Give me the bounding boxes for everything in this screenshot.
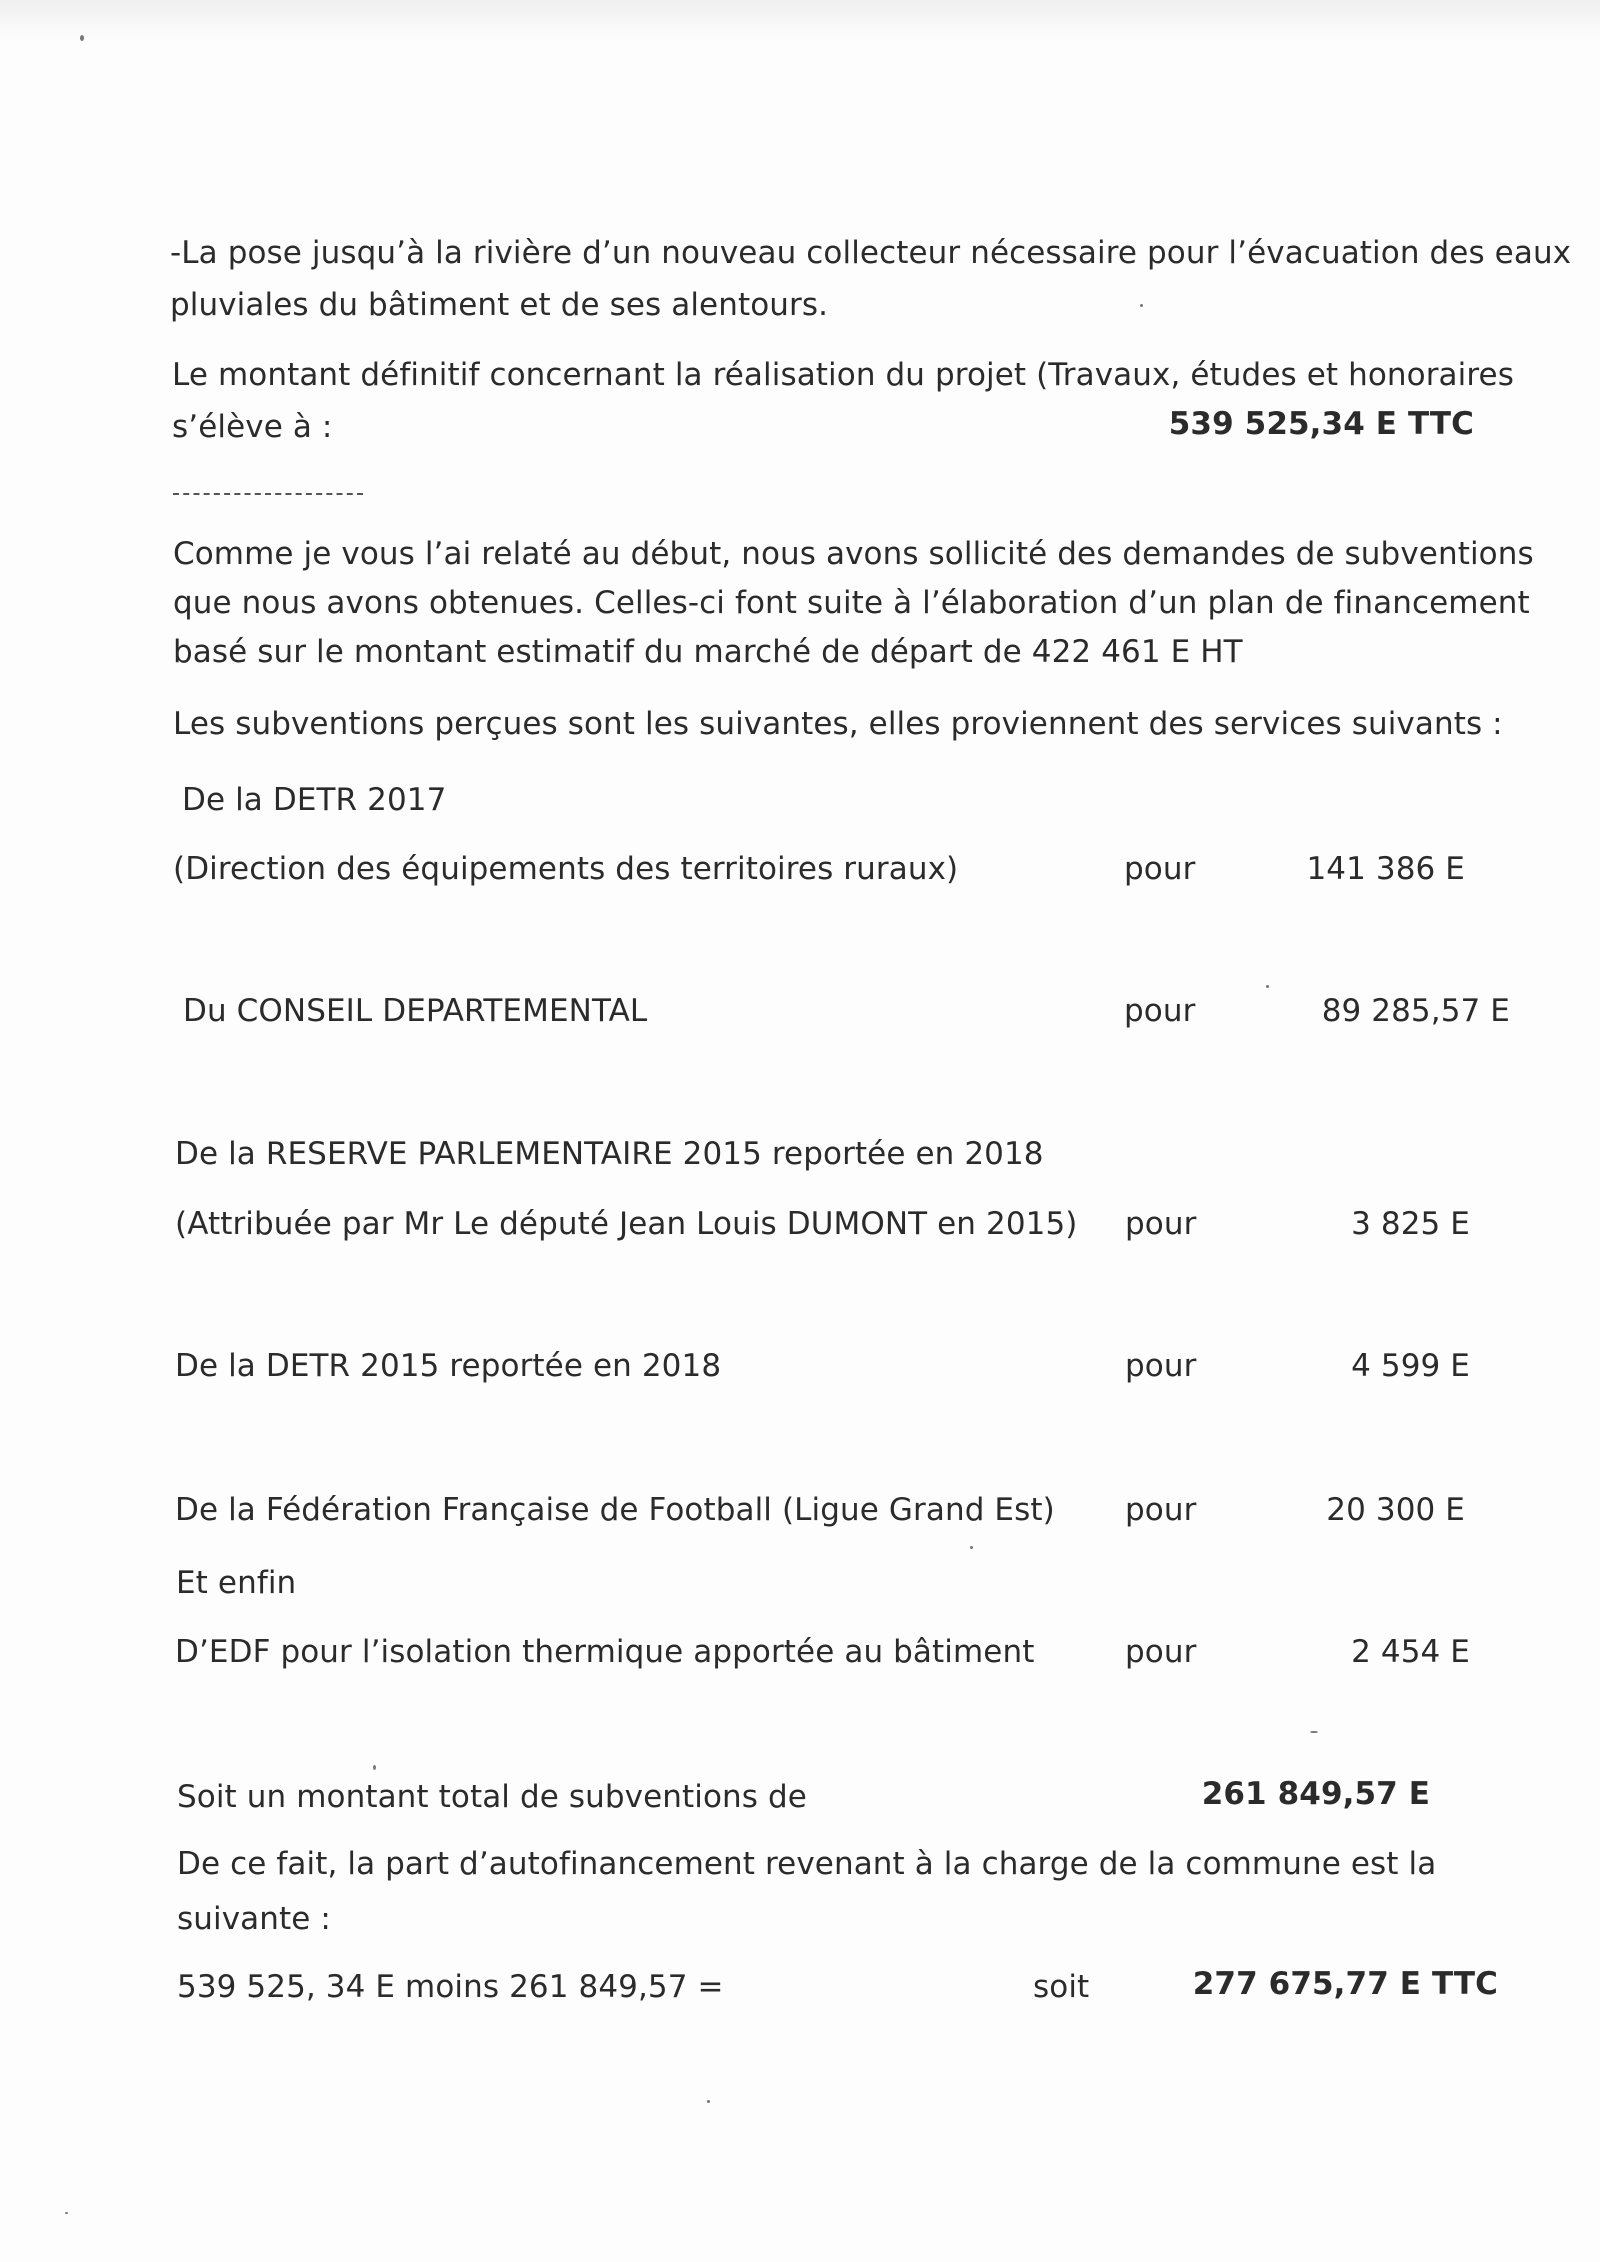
detr2015-amount: 4 599 E <box>1351 1348 1470 1384</box>
et-enfin: Et enfin <box>176 1565 297 1601</box>
autofinancement-result: 277 675,77 E TTC <box>1192 1966 1498 2002</box>
paragraph2-line1: Le montant définitif concernant la réalisation du projet (Travaux, études et honoraires <box>172 357 1514 393</box>
reserve-amount: 3 825 E <box>1351 1206 1470 1242</box>
paragraph3-line2: que nous avons obtenues. Celles-ci font suite à l’élaboration d’un plan de financement <box>173 585 1530 621</box>
detr2017-pour: pour <box>1124 851 1196 887</box>
edf-pour: pour <box>1125 1634 1197 1670</box>
scan-speck <box>970 1546 973 1549</box>
detr2017-title: De la DETR 2017 <box>182 782 447 818</box>
scan-speck <box>1266 985 1269 988</box>
projet-montant-total: 539 525,34 E TTC <box>1168 406 1474 442</box>
detr2015-label: De la DETR 2015 reportée en 2018 <box>175 1348 722 1384</box>
detr2015-pour: pour <box>1125 1348 1197 1384</box>
autofinancement-calc: 539 525, 34 E moins 261 849,57 = <box>177 1969 724 2005</box>
separator-line <box>173 493 363 495</box>
reserve-desc: (Attribuée par Mr Le député Jean Louis DUMONT en 2015) <box>175 1206 1078 1242</box>
fff-label: De la Fédération Française de Football (Ligue Grand Est) <box>175 1492 1055 1528</box>
conseil-label: Du CONSEIL DEPARTEMENTAL <box>183 993 648 1029</box>
scan-speck <box>80 35 84 41</box>
scan-speck <box>373 1765 376 1770</box>
paragraph2-line2: s’élève à : <box>172 409 333 445</box>
detr2017-desc: (Direction des équipements des territoires ruraux) <box>173 851 959 887</box>
edf-amount: 2 454 E <box>1351 1634 1470 1670</box>
scan-speck <box>707 2100 710 2103</box>
edf-label: D’EDF pour l’isolation thermique apportée au bâtiment <box>175 1634 1035 1670</box>
reserve-pour: pour <box>1125 1206 1197 1242</box>
autofinancement-line2: suivante : <box>177 1901 331 1937</box>
total-amount: 261 849,57 E <box>1201 1776 1430 1812</box>
autofinancement-line1: De ce fait, la part d’autofinancement revenant à la charge de la commune est la <box>177 1846 1437 1882</box>
scan-edge-shadow <box>0 0 1600 40</box>
paragraph3-line1: Comme je vous l’ai relaté au début, nous avons sollicité des demandes de subventions <box>173 536 1534 572</box>
scan-speck <box>65 2212 68 2214</box>
paragraph3-line3: basé sur le montant estimatif du marché de départ de 422 461 E HT <box>173 634 1243 670</box>
autofinancement-soit: soit <box>1033 1969 1090 2005</box>
detr2017-amount: 141 386 E <box>1306 851 1465 887</box>
total-label: Soit un montant total de subventions de <box>177 1779 807 1815</box>
conseil-amount: 89 285,57 E <box>1321 993 1510 1029</box>
fff-amount: 20 300 E <box>1326 1492 1465 1528</box>
conseil-pour: pour <box>1124 993 1196 1029</box>
fff-pour: pour <box>1125 1492 1197 1528</box>
subventions-intro: Les subventions perçues sont les suivantes, elles proviennent des services suivants : <box>173 706 1503 742</box>
paragraph1-line1: -La pose jusqu’à la rivière d’un nouveau collecteur nécessaire pour l’évacuation des eaux <box>170 235 1572 271</box>
reserve-title: De la RESERVE PARLEMENTAIRE 2015 reportée en 2018 <box>175 1136 1044 1172</box>
scan-speck <box>1140 304 1143 307</box>
scan-speck <box>1310 1731 1318 1733</box>
paragraph1-line2: pluviales du bâtiment et de ses alentours. <box>170 287 829 323</box>
